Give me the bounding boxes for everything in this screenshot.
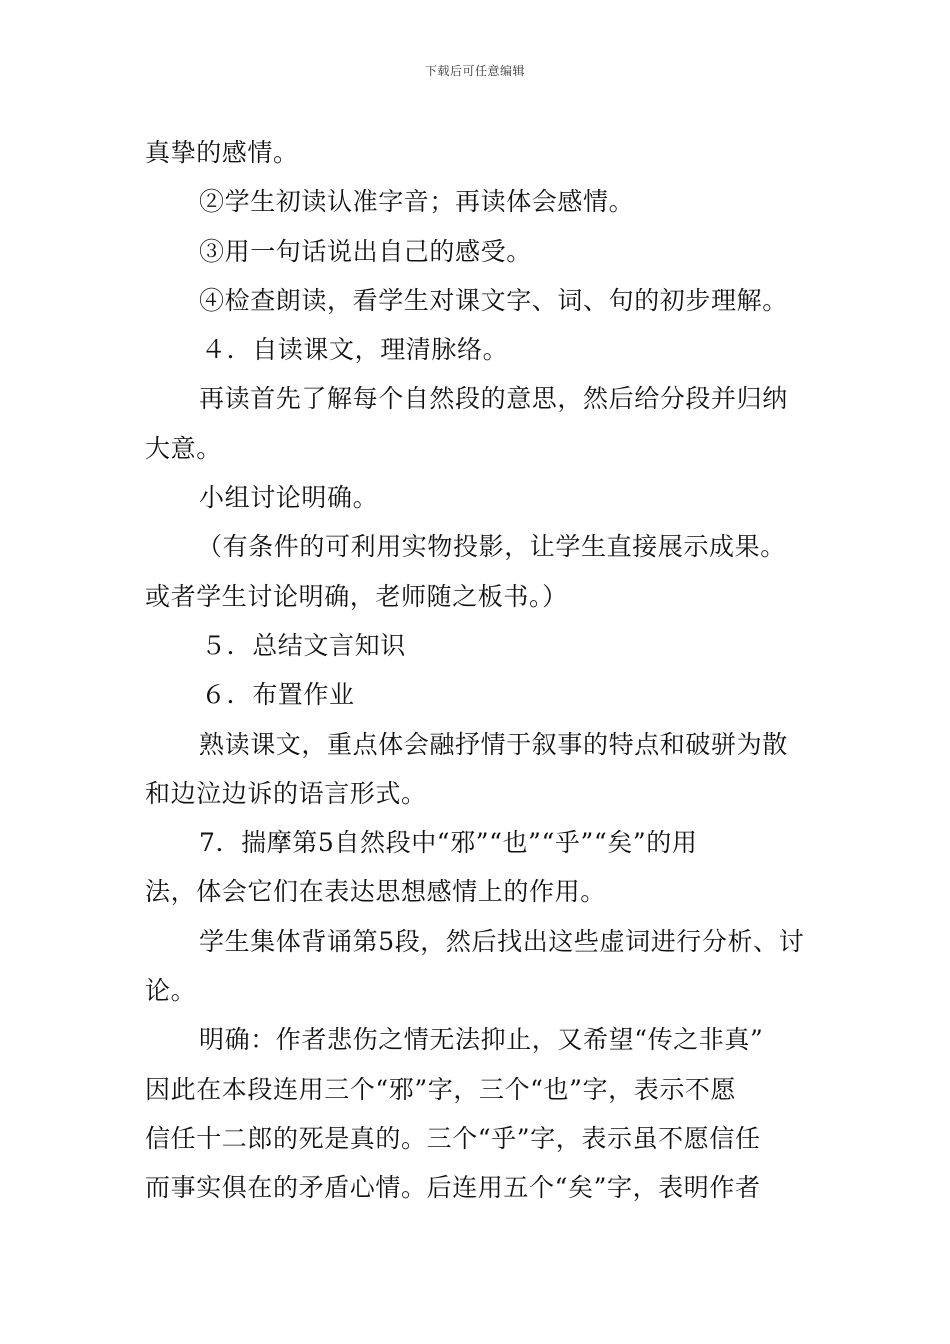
text-line: 大意。 — [145, 433, 222, 463]
text-line: 和边泣边诉的语言形式。 — [145, 778, 427, 808]
page-header: 下载后可任意编辑 — [424, 64, 525, 78]
text-line: 熟读课文，重点体会融抒情于叙事的特点和破骈为散 — [199, 729, 788, 759]
text-line: 或者学生讨论明确，老师随之板书。） — [145, 581, 568, 611]
text-line: 法，体会它们在表达思想感情上的作用。 — [145, 877, 606, 907]
text-line: ④检查朗读，看学生对课文字、词、句的初步理解。 — [199, 285, 788, 315]
step-heading: ４．自读课文，理清脉络。 — [201, 335, 509, 365]
text-line: （有条件的可利用实物投影，让学生直接展示成果。 — [197, 532, 786, 562]
text-line: 论。 — [145, 976, 197, 1006]
step-heading: ６．布置作业 — [201, 680, 355, 710]
step-heading: ５．总结文言知识 — [201, 630, 406, 660]
text-line: 明确：作者悲伤之情无法抑止，又希望“传之非真” — [199, 1025, 764, 1055]
text-line: 而事实俱在的矛盾心情。后连用五个“矣”字，表明作者 — [145, 1173, 761, 1203]
document-body — [145, 128, 810, 1213]
text-line: ②学生初读认准字音；再读体会感情。 — [199, 187, 635, 217]
text-line: 真挚的感情。 — [145, 138, 299, 167]
text-line: 小组讨论明确。 — [199, 483, 379, 513]
text-line: 再读首先了解每个自然段的意思，然后给分段并归纳 — [199, 384, 788, 414]
text-line: 因此在本段连用三个“邪”字，三个“也”字，表示不愿 — [145, 1074, 737, 1104]
text-line: ③用一句话说出自己的感受。 — [199, 236, 532, 266]
step-heading: 7．揣摩第5自然段中“邪”“也”“乎”“矣”的用 — [199, 828, 698, 858]
text-line: 学生集体背诵第5段，然后找出这些虚词进行分析、讨 — [199, 926, 805, 956]
text-line: 信任十二郎的死是真的。三个“乎”字，表示虽不愿信任 — [145, 1123, 761, 1153]
